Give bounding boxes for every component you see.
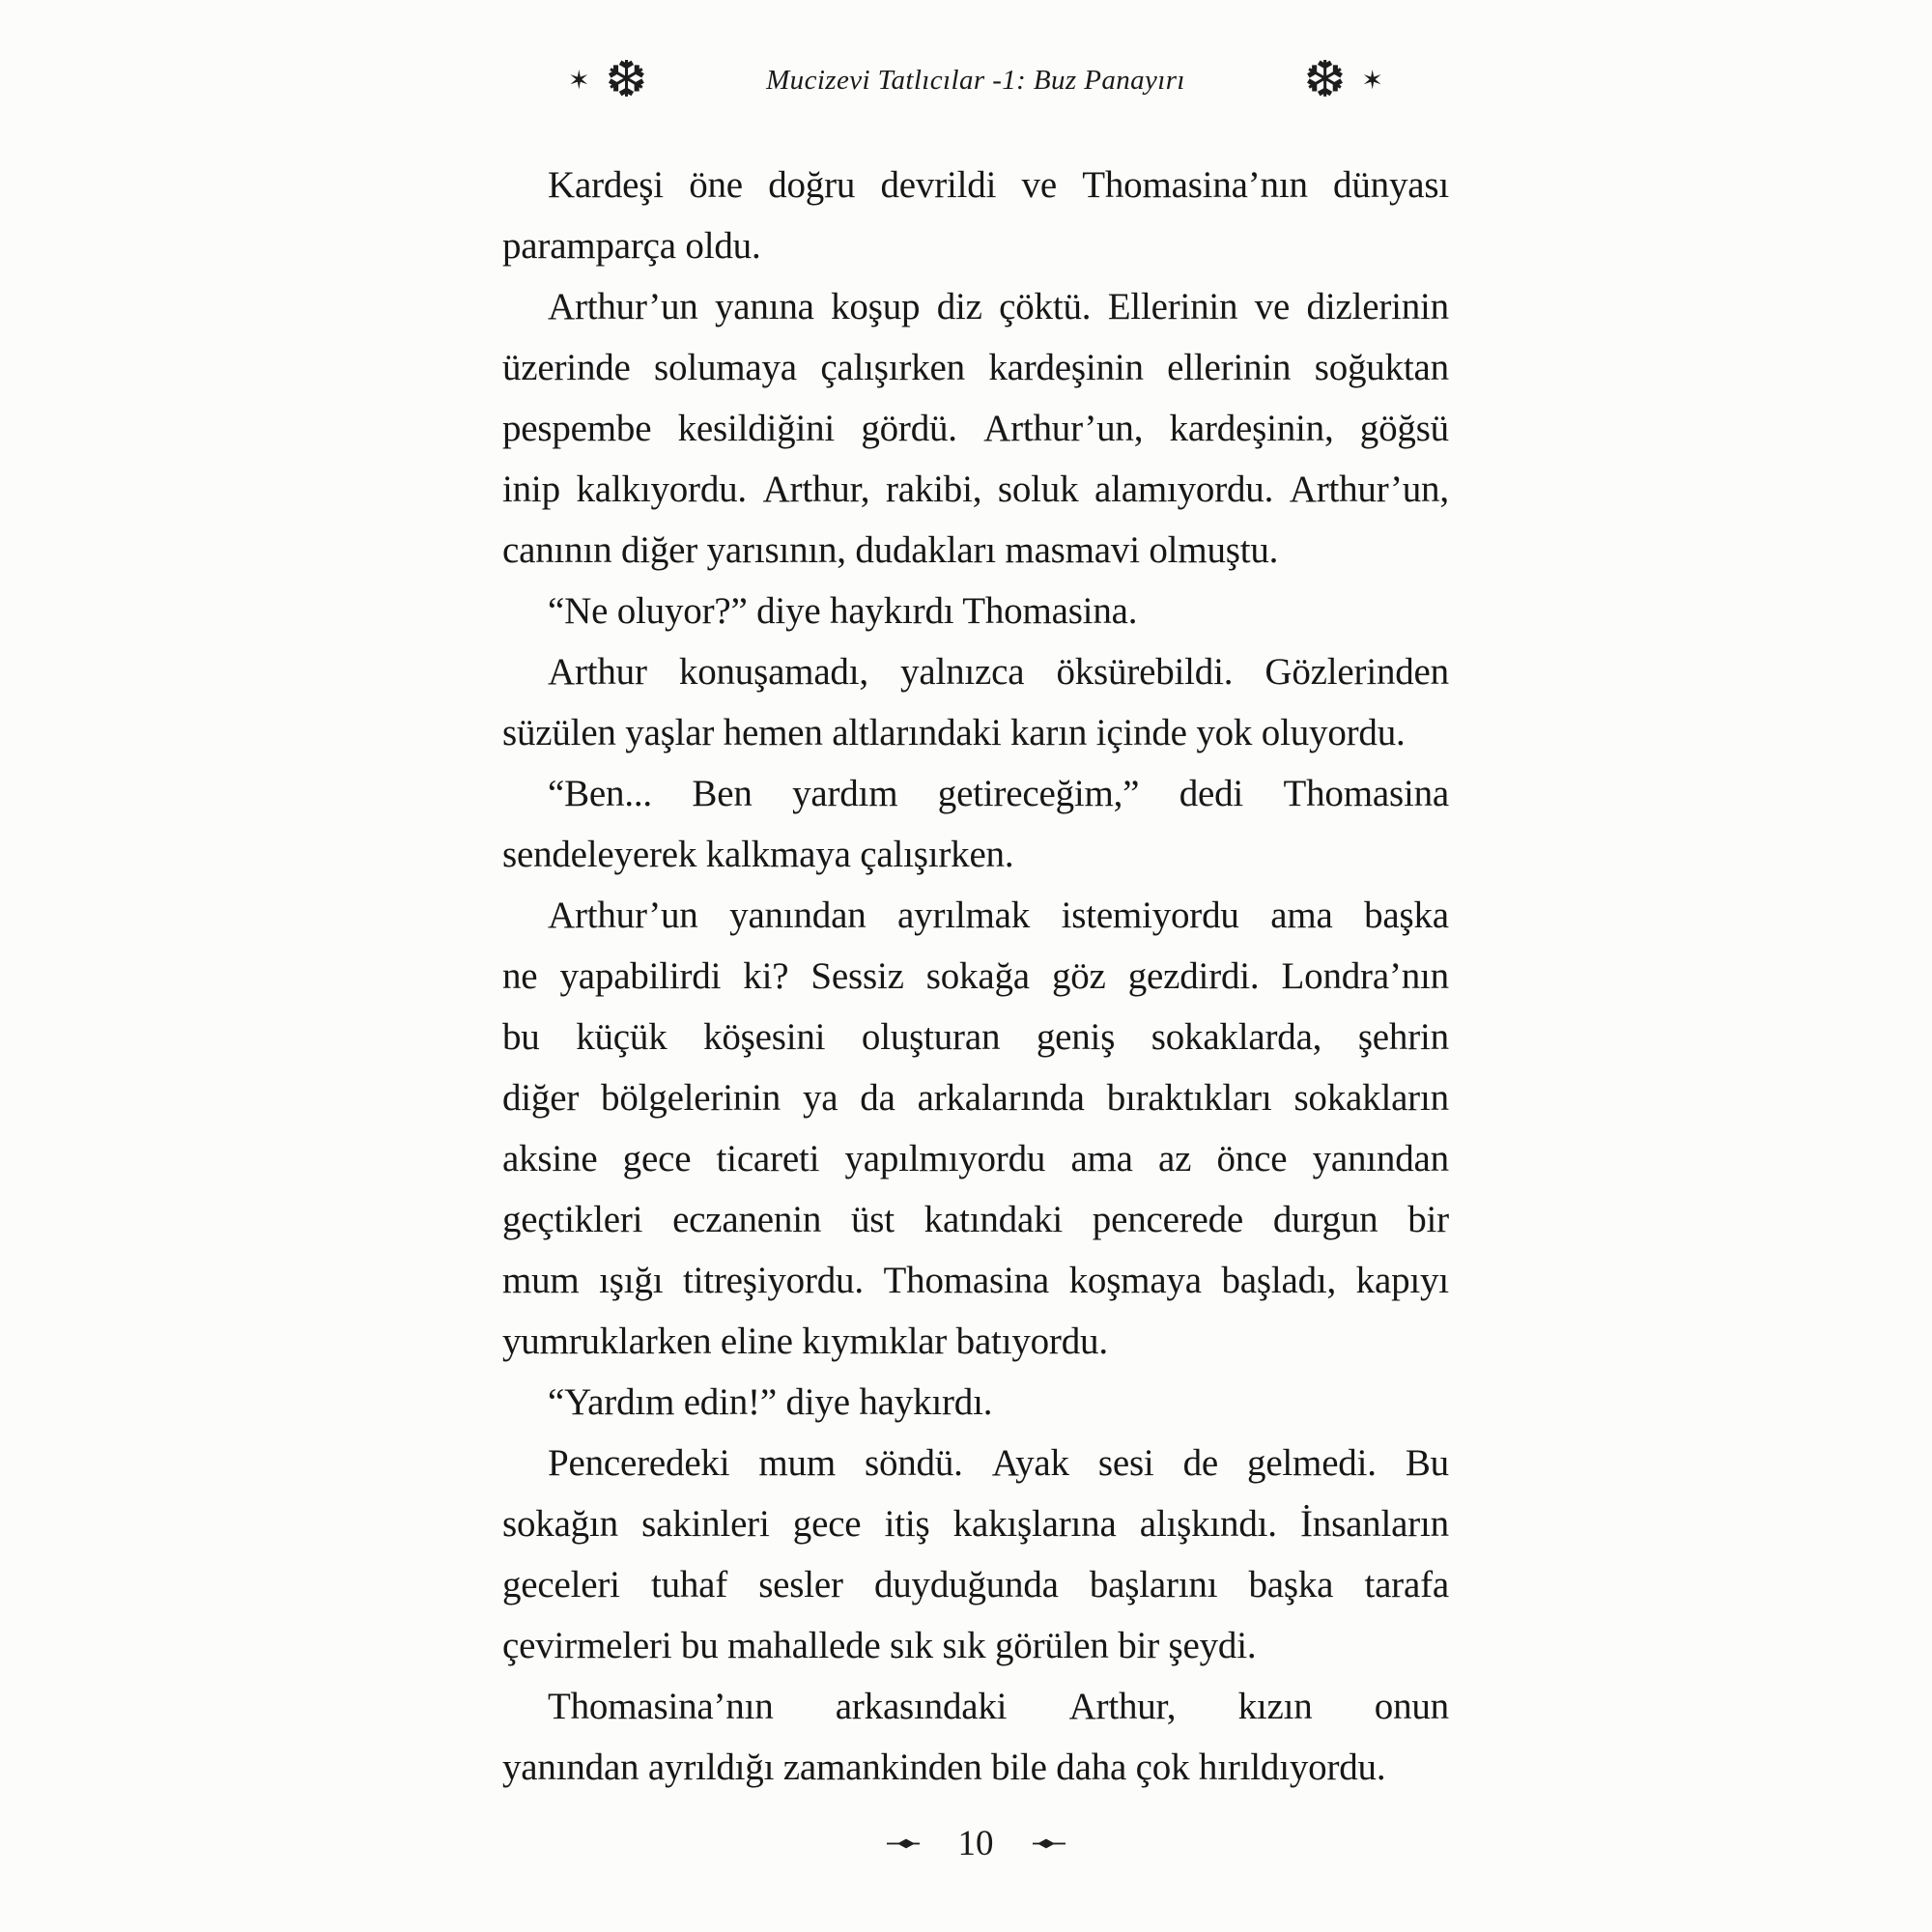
dart-ornament-icon — [1033, 1837, 1065, 1850]
text-line: geceleri tuhaf sesler duyduğunda başlarını başka tarafa — [502, 1564, 1449, 1605]
star-ornament-icon: ✶ — [568, 65, 590, 96]
text-line: Penceredeki mum söndü. Ayak sesi de gelmedi. Bu — [548, 1442, 1449, 1484]
text-line: inip kalkıyordu. Arthur, rakibi, soluk alamıyordu. Arthur’un, — [502, 469, 1449, 510]
text-line: bu küçük köşesini oluşturan geniş sokaklarda, şehrin — [502, 1016, 1449, 1058]
text-line: geçtikleri eczanenin üst katındaki pencerede durgun bir — [502, 1199, 1449, 1240]
text-line: “Yardım edin!” diye haykırdı. — [548, 1381, 993, 1423]
paragraph — [502, 1433, 1449, 1676]
text-line: üzerinde solumaya çalışırken kardeşinin ellerinin soğuktan — [502, 347, 1449, 388]
page-body — [502, 155, 1449, 1798]
header-left-ornaments — [568, 51, 648, 109]
text-line: sokağın sakinleri gece itiş kakışlarına alışkındı. İnsanların — [502, 1503, 1449, 1545]
dart-ornament-icon — [887, 1837, 920, 1850]
text-line: Thomasina’nın arkasındaki Arthur, kızın onun — [548, 1686, 1449, 1727]
page-header — [502, 44, 1449, 116]
running-title: Mucizevi Tatlıcılar -1: Buz Panayırı — [766, 64, 1185, 96]
snowflake-ornament-icon: ❆ — [605, 51, 648, 109]
text-line: “Ben... Ben yardım getireceğim,” dedi Thomasina — [548, 773, 1449, 814]
text-line: çevirmeleri bu mahallede sık sık görülen bir şeydi. — [502, 1625, 1257, 1666]
text-line: mum ışığı titreşiyordu. Thomasina koşmaya başladı, kapıyı — [502, 1260, 1449, 1301]
paragraph — [502, 885, 1449, 1372]
text-line: Arthur’un yanına koşup diz çöktü. Ellerinin ve dizlerinin — [548, 286, 1449, 327]
text-line: Kardeşi öne doğru devrildi ve Thomasina’nın dünyası — [548, 164, 1449, 206]
snowflake-ornament-icon: ❆ — [1303, 51, 1347, 109]
text-line: yanından ayrıldığı zamankinden bile daha çok hırıldıyordu. — [502, 1747, 1386, 1788]
text-line: pespembe kesildiğini gördü. Arthur’un, kardeşinin, göğsü — [502, 408, 1449, 449]
text-line: Arthur konuşamadı, yalnızca öksürebildi. Gözlerinden — [548, 651, 1449, 693]
text-line: ne yapabilirdi ki? Sessiz sokağa göz gezdirdi. Londra’nın — [502, 955, 1449, 997]
paragraph — [502, 1676, 1449, 1798]
star-ornament-icon: ✶ — [1361, 65, 1383, 96]
text-line: paramparça oldu. — [502, 225, 761, 267]
paragraph — [502, 641, 1449, 763]
paragraph — [502, 763, 1449, 885]
text-line: sendeleyerek kalkmaya çalışırken. — [502, 834, 1014, 875]
page-number: 10 — [957, 1823, 994, 1863]
paragraph — [502, 581, 1449, 641]
text-line: yumruklarken eline kıymıklar batıyordu. — [502, 1321, 1108, 1362]
text-line: Arthur’un yanından ayrılmak istemiyordu ama başka — [548, 895, 1449, 936]
text-line: “Ne oluyor?” diye haykırdı Thomasina. — [548, 590, 1138, 632]
header-right-ornaments — [1303, 51, 1383, 109]
text-line: aksine gece ticareti yapılmıyordu ama az önce yanından — [502, 1138, 1449, 1179]
paragraph — [502, 155, 1449, 276]
text-line: diğer bölgelerinin ya da arkalarında bıraktıkları sokakların — [502, 1077, 1449, 1119]
paragraph — [502, 1372, 1449, 1433]
paragraph — [502, 276, 1449, 581]
page-footer — [502, 1822, 1449, 1864]
text-line: süzülen yaşlar hemen altlarındaki karın içinde yok oluyordu. — [502, 712, 1406, 753]
text-line: canının diğer yarısının, dudakları masmavi olmuştu. — [502, 529, 1279, 571]
